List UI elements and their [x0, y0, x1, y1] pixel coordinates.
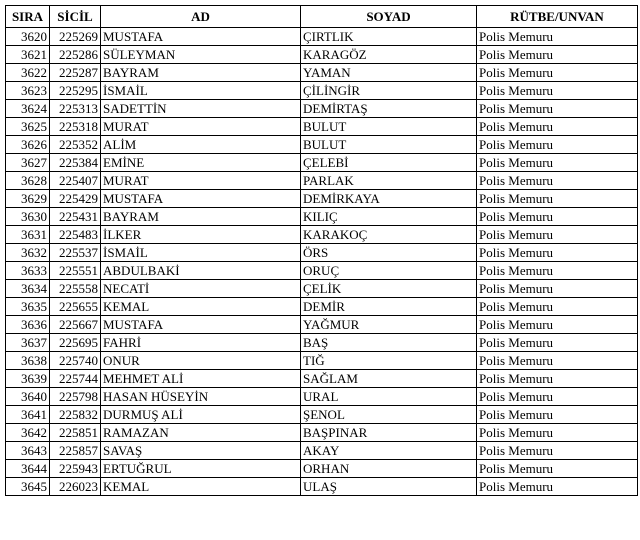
cell-rutbe: Polis Memuru: [477, 406, 638, 424]
cell-sicil: 225429: [50, 190, 101, 208]
cell-sira: 3638: [6, 352, 50, 370]
cell-sicil: 225667: [50, 316, 101, 334]
cell-rutbe: Polis Memuru: [477, 190, 638, 208]
cell-sicil: 226023: [50, 478, 101, 496]
table-row: [6, 226, 638, 244]
cell-sira: 3640: [6, 388, 50, 406]
cell-sira: 3630: [6, 208, 50, 226]
cell-ad: DURMUŞ ALİ: [101, 406, 301, 424]
cell-soyad: ŞENOL: [301, 406, 477, 424]
cell-ad: MUSTAFA: [101, 316, 301, 334]
header-soyad: SOYAD: [301, 6, 477, 28]
cell-rutbe: Polis Memuru: [477, 136, 638, 154]
table-header: [6, 6, 638, 28]
cell-sira: 3623: [6, 82, 50, 100]
cell-sira: 3635: [6, 298, 50, 316]
cell-soyad: ÇELİK: [301, 280, 477, 298]
cell-ad: KEMAL: [101, 298, 301, 316]
cell-ad: İSMAİL: [101, 82, 301, 100]
cell-ad: ONUR: [101, 352, 301, 370]
cell-sira: 3627: [6, 154, 50, 172]
table-row: [6, 298, 638, 316]
cell-rutbe: Polis Memuru: [477, 280, 638, 298]
table-row: [6, 280, 638, 298]
cell-rutbe: Polis Memuru: [477, 388, 638, 406]
table-row: [6, 424, 638, 442]
cell-sira: 3624: [6, 100, 50, 118]
table-row: [6, 244, 638, 262]
cell-ad: MUSTAFA: [101, 190, 301, 208]
table-row: [6, 478, 638, 496]
cell-sira: 3644: [6, 460, 50, 478]
table-row: [6, 208, 638, 226]
cell-ad: FAHRİ: [101, 334, 301, 352]
header-sicil: SİCİL: [50, 6, 101, 28]
cell-sira: 3626: [6, 136, 50, 154]
cell-sicil: 225537: [50, 244, 101, 262]
header-row: [6, 6, 638, 28]
cell-sira: 3636: [6, 316, 50, 334]
table-row: [6, 64, 638, 82]
cell-soyad: SAĞLAM: [301, 370, 477, 388]
cell-rutbe: Polis Memuru: [477, 226, 638, 244]
cell-ad: ALİM: [101, 136, 301, 154]
cell-ad: ABDULBAKİ: [101, 262, 301, 280]
cell-ad: BAYRAM: [101, 208, 301, 226]
cell-soyad: YAMAN: [301, 64, 477, 82]
table-row: [6, 46, 638, 64]
cell-soyad: YAĞMUR: [301, 316, 477, 334]
cell-rutbe: Polis Memuru: [477, 172, 638, 190]
cell-ad: MUSTAFA: [101, 28, 301, 46]
cell-rutbe: Polis Memuru: [477, 154, 638, 172]
table-row: [6, 100, 638, 118]
cell-soyad: ÇELEBİ: [301, 154, 477, 172]
cell-rutbe: Polis Memuru: [477, 298, 638, 316]
cell-sicil: 225655: [50, 298, 101, 316]
cell-sicil: 225295: [50, 82, 101, 100]
cell-ad: HASAN HÜSEYİN: [101, 388, 301, 406]
table-row: [6, 28, 638, 46]
cell-sira: 3641: [6, 406, 50, 424]
cell-rutbe: Polis Memuru: [477, 316, 638, 334]
cell-ad: İSMAİL: [101, 244, 301, 262]
table-row: [6, 118, 638, 136]
cell-sicil: 225384: [50, 154, 101, 172]
cell-sicil: 225407: [50, 172, 101, 190]
cell-sicil: 225558: [50, 280, 101, 298]
cell-ad: MEHMET ALİ: [101, 370, 301, 388]
cell-sicil: 225431: [50, 208, 101, 226]
cell-rutbe: Polis Memuru: [477, 370, 638, 388]
cell-ad: RAMAZAN: [101, 424, 301, 442]
cell-soyad: PARLAK: [301, 172, 477, 190]
personnel-table: [5, 5, 638, 496]
cell-rutbe: Polis Memuru: [477, 208, 638, 226]
cell-ad: İLKER: [101, 226, 301, 244]
cell-soyad: ORUÇ: [301, 262, 477, 280]
cell-soyad: URAL: [301, 388, 477, 406]
cell-sira: 3637: [6, 334, 50, 352]
cell-soyad: DEMİR: [301, 298, 477, 316]
cell-ad: MURAT: [101, 118, 301, 136]
cell-ad: ERTUĞRUL: [101, 460, 301, 478]
header-ad: AD: [101, 6, 301, 28]
cell-ad: SADETTİN: [101, 100, 301, 118]
cell-sicil: 225286: [50, 46, 101, 64]
cell-sicil: 225269: [50, 28, 101, 46]
cell-sira: 3622: [6, 64, 50, 82]
cell-rutbe: Polis Memuru: [477, 442, 638, 460]
cell-ad: EMİNE: [101, 154, 301, 172]
table-row: [6, 82, 638, 100]
cell-sira: 3633: [6, 262, 50, 280]
table-row: [6, 388, 638, 406]
cell-sicil: 225313: [50, 100, 101, 118]
cell-sicil: 225851: [50, 424, 101, 442]
table-row: [6, 316, 638, 334]
cell-rutbe: Polis Memuru: [477, 262, 638, 280]
cell-soyad: KILIÇ: [301, 208, 477, 226]
table-row: [6, 352, 638, 370]
cell-ad: BAYRAM: [101, 64, 301, 82]
cell-soyad: KARAGÖZ: [301, 46, 477, 64]
table-row: [6, 262, 638, 280]
cell-rutbe: Polis Memuru: [477, 28, 638, 46]
cell-ad: NECATİ: [101, 280, 301, 298]
cell-sira: 3621: [6, 46, 50, 64]
cell-sira: 3645: [6, 478, 50, 496]
cell-soyad: KARAKOÇ: [301, 226, 477, 244]
table-row: [6, 172, 638, 190]
cell-rutbe: Polis Memuru: [477, 64, 638, 82]
table-row: [6, 334, 638, 352]
cell-sicil: 225740: [50, 352, 101, 370]
cell-ad: KEMAL: [101, 478, 301, 496]
cell-sicil: 225695: [50, 334, 101, 352]
cell-soyad: TIĞ: [301, 352, 477, 370]
table-row: [6, 460, 638, 478]
cell-ad: MURAT: [101, 172, 301, 190]
table-row: [6, 154, 638, 172]
table-row: [6, 190, 638, 208]
header-sira: SIRA: [6, 6, 50, 28]
cell-soyad: ÇIRTLIK: [301, 28, 477, 46]
cell-sicil: 225857: [50, 442, 101, 460]
cell-rutbe: Polis Memuru: [477, 118, 638, 136]
cell-sicil: 225798: [50, 388, 101, 406]
cell-rutbe: Polis Memuru: [477, 244, 638, 262]
cell-soyad: BAŞ: [301, 334, 477, 352]
cell-soyad: ULAŞ: [301, 478, 477, 496]
cell-sicil: 225551: [50, 262, 101, 280]
cell-sicil: 225943: [50, 460, 101, 478]
cell-rutbe: Polis Memuru: [477, 334, 638, 352]
table-row: [6, 136, 638, 154]
cell-rutbe: Polis Memuru: [477, 424, 638, 442]
table-row: [6, 370, 638, 388]
cell-soyad: BULUT: [301, 118, 477, 136]
cell-sira: 3643: [6, 442, 50, 460]
cell-sira: 3620: [6, 28, 50, 46]
table-row: [6, 442, 638, 460]
cell-rutbe: Polis Memuru: [477, 46, 638, 64]
cell-soyad: DEMİRTAŞ: [301, 100, 477, 118]
cell-sicil: 225318: [50, 118, 101, 136]
cell-sira: 3628: [6, 172, 50, 190]
cell-rutbe: Polis Memuru: [477, 352, 638, 370]
cell-sicil: 225287: [50, 64, 101, 82]
cell-sicil: 225483: [50, 226, 101, 244]
cell-sira: 3642: [6, 424, 50, 442]
cell-soyad: ÇİLİNGİR: [301, 82, 477, 100]
cell-rutbe: Polis Memuru: [477, 460, 638, 478]
cell-soyad: DEMİRKAYA: [301, 190, 477, 208]
cell-soyad: ORHAN: [301, 460, 477, 478]
cell-sicil: 225744: [50, 370, 101, 388]
table-body: [6, 28, 638, 496]
cell-sira: 3634: [6, 280, 50, 298]
cell-sira: 3625: [6, 118, 50, 136]
cell-sira: 3632: [6, 244, 50, 262]
cell-rutbe: Polis Memuru: [477, 100, 638, 118]
cell-rutbe: Polis Memuru: [477, 82, 638, 100]
cell-ad: SÜLEYMAN: [101, 46, 301, 64]
cell-sira: 3631: [6, 226, 50, 244]
cell-sira: 3639: [6, 370, 50, 388]
cell-sicil: 225352: [50, 136, 101, 154]
cell-ad: SAVAŞ: [101, 442, 301, 460]
cell-soyad: AKAY: [301, 442, 477, 460]
cell-rutbe: Polis Memuru: [477, 478, 638, 496]
cell-soyad: BAŞPINAR: [301, 424, 477, 442]
table-row: [6, 406, 638, 424]
cell-sira: 3629: [6, 190, 50, 208]
cell-sicil: 225832: [50, 406, 101, 424]
cell-soyad: BULUT: [301, 136, 477, 154]
header-rutbe: RÜTBE/UNVAN: [477, 6, 638, 28]
cell-soyad: ÖRS: [301, 244, 477, 262]
